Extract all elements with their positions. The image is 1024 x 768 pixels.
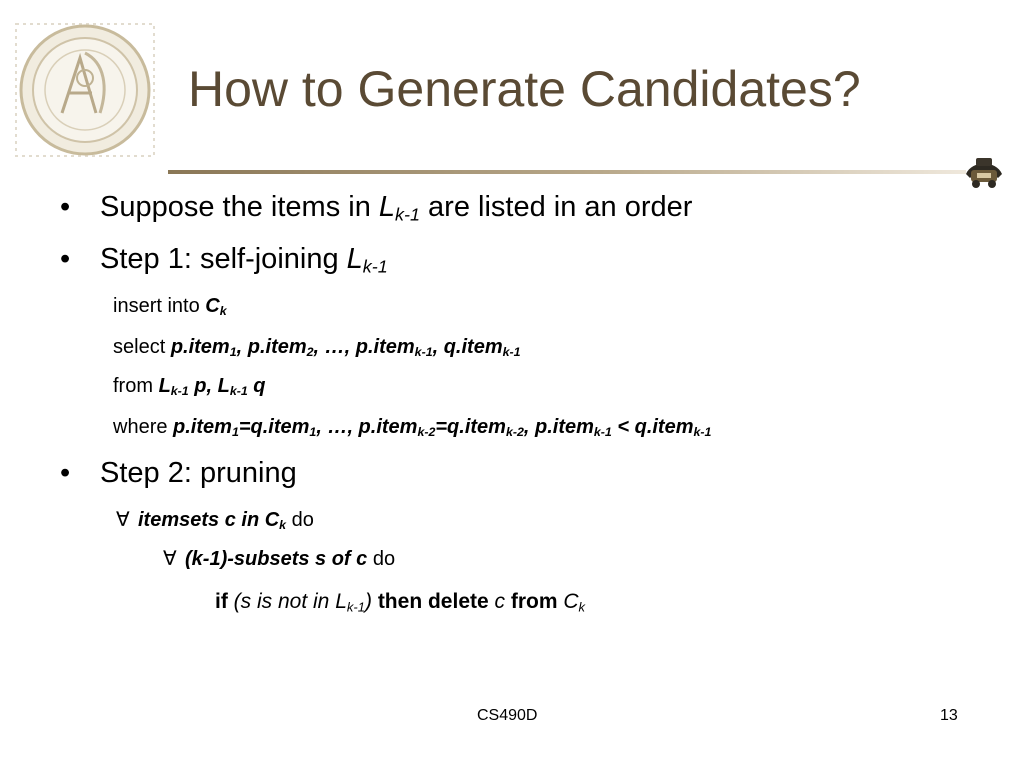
pruning-line-3: if (s is not in $L_{k-1}$) then delete c from $C_k$ xyxy=(215,590,586,615)
title-rule xyxy=(168,170,966,174)
sql-select-line: select p.item$_1$, p.item$_2$, …, p.item$_{k-1}$, q.item$_{k-1}$ xyxy=(113,336,521,360)
pruning-line-2: ∀ (k-1)-subsets s of c do xyxy=(163,548,396,570)
purdue-train-logo xyxy=(962,148,1006,192)
bullet-3-text: Step 2: pruning xyxy=(100,457,297,489)
university-seal-logo xyxy=(10,18,160,163)
bullet-2-text: Step 1: self-joining $L_{k-1}$ xyxy=(100,243,388,277)
footer-course: CS490D xyxy=(477,707,538,724)
bullet-marker: • xyxy=(60,243,71,275)
slide-title: How to Generate Candidates? xyxy=(188,61,861,117)
footer-page-number: 13 xyxy=(940,707,958,724)
sql-from-line: from $L_{k-1}$ p, $L_{k-1}$ q xyxy=(113,375,266,399)
forall-symbol: ∀ xyxy=(163,548,177,570)
bullet-marker: • xyxy=(60,191,71,223)
pruning-line-1: ∀ itemsets c in $C_k$ do xyxy=(116,509,314,533)
sql-insert-line: insert into $C_k$ xyxy=(113,295,227,319)
bullet-marker: • xyxy=(60,457,71,489)
bullet-1-text: Suppose the items in $L_{k-1}$ are listed in an order xyxy=(100,191,693,225)
sql-where-line: where p.item$_1$=q.item$_1$, …, p.item$_{k-2}$=q.item$_{k-2}$, p.item$_{k-1}$ < q.item$_{k-1}$ xyxy=(113,416,712,440)
forall-symbol: ∀ xyxy=(116,509,130,531)
